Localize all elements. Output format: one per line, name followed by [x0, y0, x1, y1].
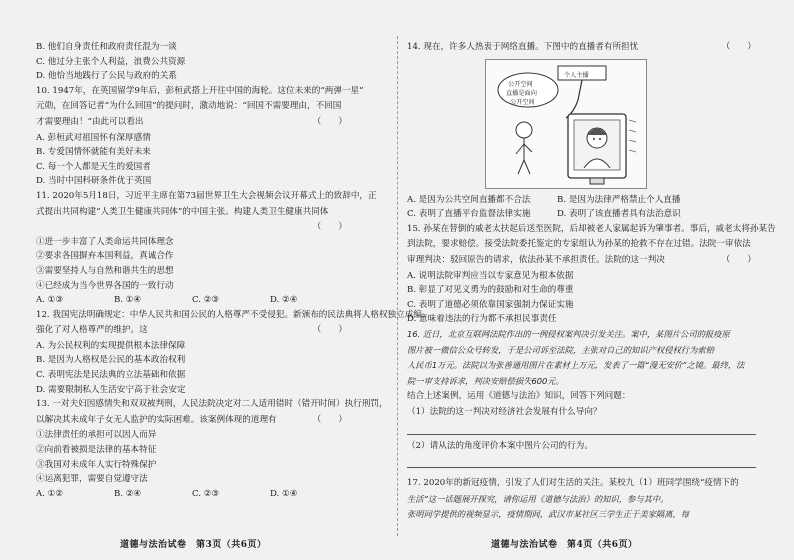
q13-options [36, 487, 389, 502]
q16-sub-question-2: （2）请从法的角度评价本案中图片公司的行为。 [407, 440, 593, 451]
exam-page-4 [397, 0, 794, 560]
q12-option-a: A. 为公民权利的实现提供根本法律保障 [36, 340, 186, 351]
q15-option-c: C. 表明了道德必须依靠国家强制力保证实施 [407, 299, 574, 310]
q17-stem-line1: 17. 2020年的新冠疫情，引发了人们对生活的关注。某校九（1）班同学围绕“疫情下的 [407, 478, 739, 489]
q15-stem-line3 [407, 253, 776, 269]
q9-option-c: C. 他过分主张个人利益，浪费公共资源 [36, 56, 186, 67]
q11-statement-4: ④已经成为当今世界各国的一致行动 [36, 280, 174, 291]
q15-option-b: B. 彰显了对见义勇为的鼓励和对生命的尊重 [407, 285, 574, 296]
q15-stem-line2: 到法院，要求赔偿。接受法院委托鉴定的专家组认为孙某的抢救不存在过错。法院一审依法 [407, 239, 751, 250]
q16-stem-line2: 图片被一微信公众号转发，于是公司诉至法院，主张对自己的知识产权侵权行为索赔 [407, 344, 714, 355]
page-footer: 道德与法治试卷 第3页（共6页） [120, 540, 267, 550]
cartoon-bubble-text-2: 直播是面向 [506, 89, 537, 97]
q10-stem-line1: 10. 1947年，在英国留学9年后，彭桓武搭上开往中国的海轮。这位未来的“两弹一星” [36, 85, 364, 96]
q10-option-a: A. 彭桓武对祖国怀有深厚感情 [36, 132, 151, 143]
q12-stem-text: 强化了对人格尊严的维护。这 [36, 325, 148, 336]
q11-stem-line1: 11. 2020年5月18日，习近平主席在第73届世界卫生大会视频会议开幕式上的致辞中，正 [36, 190, 377, 201]
q14-options-row1 [407, 193, 776, 208]
q10-option-d: D. 当时中国科研条件优于英国 [36, 176, 152, 187]
q11-statement-1: ①进一步丰富了人类命运共同体理念 [36, 236, 174, 247]
q13-statement-2: ②向前看被损是法律的基本特征 [36, 445, 157, 456]
q9-option-d: D. 他恰当地践行了公民与政府的关系 [36, 71, 177, 82]
q16-stem-line4: 院一审支持诉求，判决安赔偿损失600元。 [407, 375, 564, 386]
cartoon-bubble-text-3: 公开空间 [510, 98, 535, 106]
q11-option-a: A. ①③ [36, 295, 64, 306]
q15-option-a: A. 说明法院审判应当以专家意见为根本依据 [407, 270, 574, 281]
q10-option-b: B. 专爱国情怀就能有美好未来 [36, 147, 151, 158]
q16-answer-line-2[interactable] [407, 454, 756, 468]
q14-option-c: C. 表明了直播平台监督法律实施 [407, 209, 531, 220]
q14-option-b: B. 是因为法律严格禁止个人直播 [557, 194, 681, 205]
q11-options [36, 293, 389, 308]
q10-stem-line3 [36, 115, 389, 131]
q13-option-a: A. ①② [36, 488, 64, 499]
q10-stem-line2: 元勋，在回答记者“为什么回国”的提问时，激动地说：“回国不需要理由，不回国 [36, 101, 342, 112]
q12-stem-line1: 12. 我国宪法明确规定：中华人民共和国公民的人格尊严不受侵犯。新颁布的民法典将人格权独立成编， [36, 309, 431, 320]
q11-option-b: B. ①④ [114, 295, 142, 306]
q16-sub-question-1: （1）法院的这一判决对经济社会发展有什么导向？ [407, 406, 602, 417]
q12-option-d: D. 需要限制私人生活安宁高于社会安定 [36, 384, 186, 395]
cartoon-sign-text: 个人主播 [564, 71, 589, 79]
q10-answer-bracket: （ ） [312, 116, 347, 127]
q13-option-d: D. ①④ [270, 488, 298, 499]
q14-stem-text: 14. 现在，许多人热衷于网络直播。下图中的直播者有所担忧 [407, 42, 639, 52]
q15-stem-text: 审理判决：驳回原告的请求，依法孙某不承担责任。法院的这一判决 [407, 254, 665, 265]
q17-stem-line3: 张明同学提供的视频显示，疫情期间，武汉市某社区三学生正于美家隔离，每 [407, 509, 690, 520]
q13-option-b: B. ②④ [114, 488, 142, 499]
q15-answer-bracket: （ ） [721, 254, 756, 265]
page-footer: 道德与法治试卷 第4页（共6页） [491, 540, 638, 550]
q10-stem-text: 才需要理由！”由此可以看出 [36, 116, 144, 127]
q9-option-b: B. 他们自身责任和政府责任混为一谈 [36, 42, 177, 52]
q11-answer-bracket: （ ） [312, 222, 347, 233]
q11-statement-2: ②要求各国摒弃本国利益，真诚合作 [36, 251, 174, 262]
q15-stem-line1: 15. 孙某在替倒的戚老太扶起后送至医院，后却被老人家属起诉为肇事者。事后，戚老太将孙某告 [407, 223, 776, 234]
q13-option-c: C. ②③ [192, 488, 220, 499]
q11-statement-3: ③需要坚持人与自然和谐共生的思想 [36, 265, 174, 276]
q13-statement-4: ④运离犯罪，需要自觉遵守法 [36, 474, 148, 485]
q13-stem-line2 [36, 413, 389, 429]
q14-options-row2 [407, 207, 776, 222]
q16-answer-line-1[interactable] [407, 421, 756, 435]
q11-option-c: C. ②③ [192, 295, 220, 306]
q11-bracket-line [36, 220, 389, 235]
q11-option-d: D. ②④ [270, 295, 298, 306]
q15-option-d: D. 意味着违法的行为都不承担民事责任 [407, 314, 557, 325]
q12-stem-line2 [36, 323, 389, 339]
q16-stem-line1: 16. 近日，北京互联网法院作出的一例侵权案判决引发关注。案中，某图片公司的报疫原 [407, 328, 730, 339]
q14-option-a: A. 是因为公共空间直播都不合法 [407, 194, 531, 205]
q14-cartoon [485, 59, 647, 189]
q12-answer-bracket: （ ） [312, 325, 347, 336]
q11-stem-line2: 式提出共同构建“人类卫生健康共同体”的中国主张。构建人类卫生健康共同体 [36, 206, 329, 217]
q14-answer-bracket: （ ） [721, 42, 756, 52]
q12-option-c: C. 表明宪法是民法典的立法基础和依据 [36, 370, 186, 381]
q13-stem-line1: 13. 一对夫妇因感情失和双双被判刑，人民法院决定对二人适用错时（错开时间）执行刑罚， [36, 399, 388, 410]
q13-statement-1: ①法律责任的承担可以因人而异 [36, 430, 157, 441]
q13-statement-3: ③我国对未成年人实行特殊保护 [36, 459, 157, 470]
q16-stem-line3: 人民币1万元。法院以为张善通用图片在素材上万元，发表了一篇“漫无安价”之镜。最终，法 [407, 360, 745, 371]
q10-option-c: C. 每一个人都是天生的爱国者 [36, 161, 151, 172]
q14-option-d: D. 表明了该直播者具有法治意识 [557, 209, 681, 220]
q13-answer-bracket: （ ） [312, 414, 347, 425]
q12-option-b: B. 是因为人格权是公民的基本政治权利 [36, 355, 186, 366]
q14-stem [407, 40, 776, 56]
q13-stem-text: 以解决其未成年子女无人监护的实际困难。该案例体现的道理有 [36, 414, 277, 425]
q17-stem-line2: 生活”这一话题展开探究，请你运用《道德与法治》的知识，参与其中。 [407, 493, 669, 504]
q16-instruction: 结合上述案例，运用《道德与法治》知识，回答下列问题： [407, 391, 631, 402]
cartoon-bubble-text-1: 公开空间 [508, 80, 533, 88]
